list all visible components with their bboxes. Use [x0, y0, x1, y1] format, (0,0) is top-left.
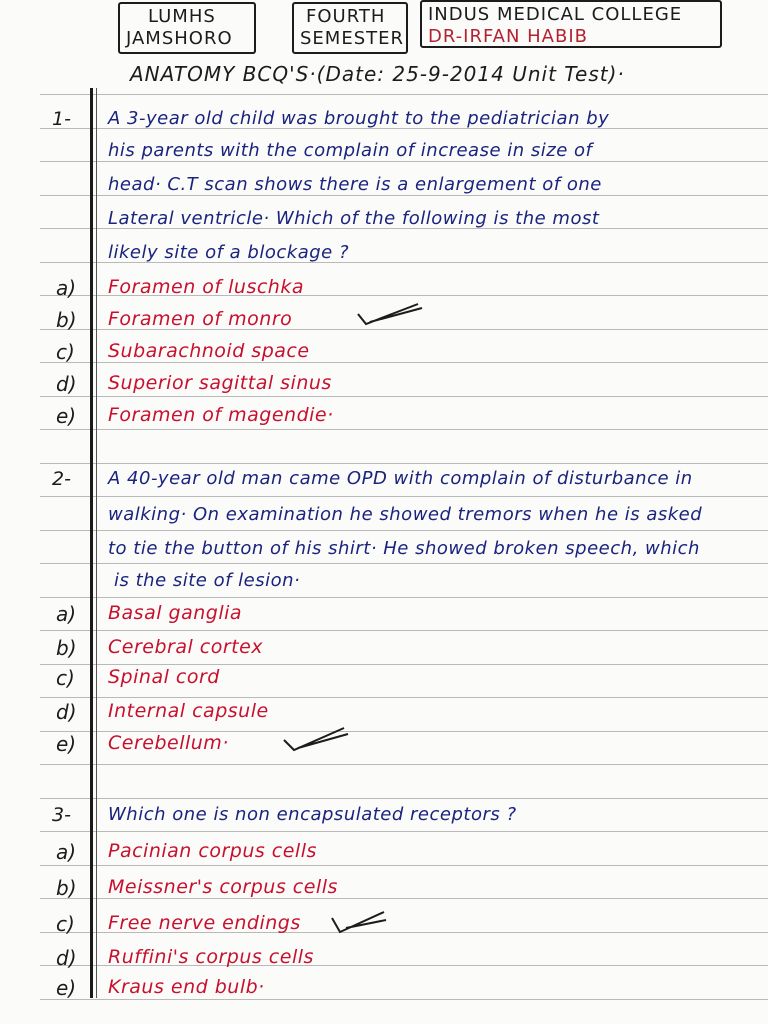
option-letter: d) — [56, 700, 77, 724]
ruled-line — [40, 764, 768, 765]
option-letter: c) — [56, 666, 75, 690]
margin-line — [90, 88, 93, 998]
ruled-line — [40, 697, 768, 698]
option-text: Basal ganglia — [108, 602, 243, 624]
question-text-line: Lateral ventricle· Which of the following is the most — [108, 208, 600, 229]
question-text-line: A 3-year old child was brought to the pediatrician by — [108, 108, 610, 129]
ruled-line — [40, 362, 768, 363]
ruled-line — [40, 831, 768, 832]
header-college-name: INDUS MEDICAL COLLEGE — [428, 4, 683, 25]
ruled-line — [40, 898, 768, 899]
option-letter: b) — [56, 636, 77, 660]
option-letter: a) — [56, 602, 77, 626]
margin-line-inner — [96, 88, 97, 998]
question-text-line: Which one is non encapsulated receptors ? — [108, 804, 517, 825]
ruled-line — [40, 798, 768, 799]
option-text: Kraus end bulb· — [108, 976, 265, 998]
header-university-line2: JAMSHORO — [126, 28, 233, 49]
header-university-line1: LUMHS — [148, 6, 216, 27]
check-mark-icon — [330, 906, 390, 936]
option-letter: e) — [56, 732, 77, 756]
ruled-line — [40, 630, 768, 631]
ruled-line — [40, 865, 768, 866]
ruled-line — [40, 429, 768, 430]
question-number: 1- — [52, 108, 71, 130]
option-letter: d) — [56, 946, 77, 970]
question-number: 3- — [52, 804, 71, 826]
header-semester-line1: FOURTH — [306, 6, 386, 27]
question-text-line: his parents with the complain of increase in size of — [108, 140, 593, 161]
ruled-line — [40, 496, 768, 497]
ruled-line — [40, 530, 768, 531]
check-mark-icon — [356, 300, 426, 330]
option-letter: a) — [56, 840, 77, 864]
option-letter: e) — [56, 404, 77, 428]
question-text-line: head· C.T scan shows there is a enlargement of one — [108, 174, 602, 195]
ruled-line — [40, 396, 768, 397]
option-text: Foramen of magendie· — [108, 404, 334, 426]
question-text-line: is the site of lesion· — [114, 570, 301, 591]
ruled-line — [40, 161, 768, 162]
option-text: Superior sagittal sinus — [108, 372, 332, 394]
option-text: Internal capsule — [108, 700, 269, 722]
question-number: 2- — [52, 468, 71, 490]
option-text: Pacinian corpus cells — [108, 840, 317, 862]
option-letter: e) — [56, 976, 77, 1000]
page-title: ANATOMY BCQ'S·(Date: 25-9-2014 Unit Test)· — [130, 62, 625, 86]
option-text: Foramen of monro — [108, 308, 293, 330]
header-semester-line2: SEMESTER — [300, 28, 405, 49]
option-text: Spinal cord — [108, 666, 220, 688]
option-letter: a) — [56, 276, 77, 300]
ruled-line — [40, 94, 768, 95]
ruled-line — [40, 195, 768, 196]
option-letter: c) — [56, 912, 75, 936]
option-letter: b) — [56, 876, 77, 900]
option-letter: c) — [56, 340, 75, 364]
ruled-line — [40, 563, 768, 564]
ruled-line — [40, 999, 768, 1000]
header-author: DR-IRFAN HABIB — [428, 26, 589, 47]
option-letter: b) — [56, 308, 77, 332]
question-text-line: walking· On examination he showed tremors when he is asked — [108, 504, 703, 525]
option-text: Cerebellum· — [108, 732, 229, 754]
question-text-line: likely site of a blockage ? — [108, 242, 349, 263]
header-box-semester — [292, 2, 408, 54]
option-text: Foramen of luschka — [108, 276, 304, 298]
option-text: Ruffini's corpus cells — [108, 946, 314, 968]
option-text: Cerebral cortex — [108, 636, 264, 658]
header-box-university — [118, 2, 256, 54]
option-text: Free nerve endings — [108, 912, 301, 934]
header-box-college — [420, 0, 722, 48]
ruled-line — [40, 463, 768, 464]
option-letter: d) — [56, 372, 77, 396]
option-text: Subarachnoid space — [108, 340, 310, 362]
ruled-line — [40, 664, 768, 665]
check-mark-icon — [282, 724, 352, 754]
question-text-line: to tie the button of his shirt· He showed broken speech, which — [108, 538, 700, 559]
ruled-line — [40, 597, 768, 598]
question-text-line: A 40-year old man came OPD with complain of disturbance in — [108, 468, 693, 489]
option-text: Meissner's corpus cells — [108, 876, 338, 898]
